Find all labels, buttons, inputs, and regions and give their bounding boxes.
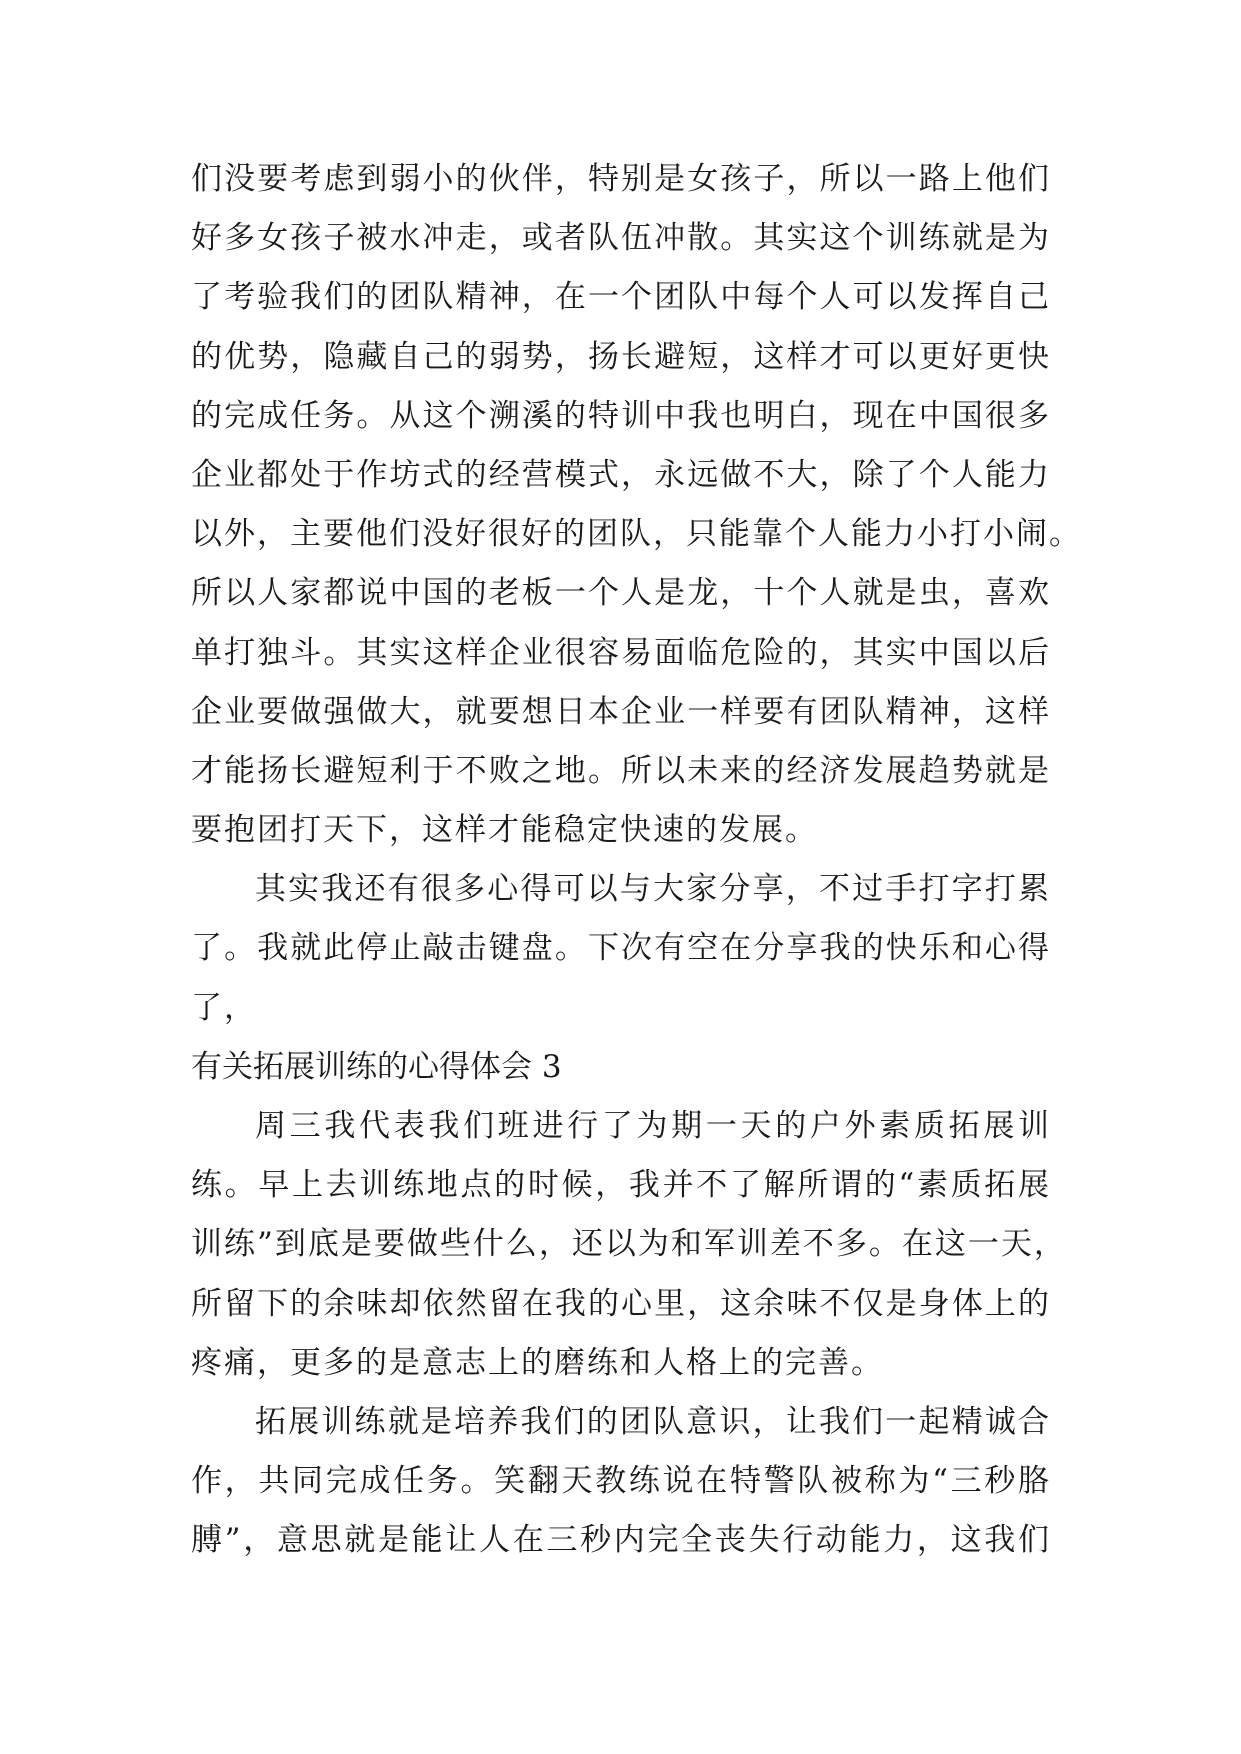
text-line: 了考验我们的团队精神，在一个团队中每个人可以发挥自己 bbox=[191, 279, 1051, 316]
text-line: 疼痛，更多的是意志上的磨练和人格上的完善。 bbox=[191, 1344, 884, 1381]
text-line: 们没要考虑到弱小的伙伴，特别是女孩子，所以一路上他们 bbox=[191, 161, 1051, 197]
text-line: 作，共同完成任务。笑翻天教练说在特警队被称为“三秒胳 bbox=[191, 1463, 1051, 1500]
text-line: 的完成任务。从这个溯溪的特训中我也明白，现在中国很多 bbox=[191, 397, 1051, 434]
text-line: 企业都处于作坊式的经营模式，永远做不大，除了个人能力 bbox=[191, 456, 1051, 493]
text-line: 要抱团打天下，这样才能稳定快速的发展。 bbox=[191, 812, 818, 849]
text-line: 才能扬长避短利于不败之地。所以未来的经济发展趋势就是 bbox=[191, 752, 1051, 789]
text-line: 所留下的余味却依然留在我的心里，这余味不仅是身体上的 bbox=[191, 1285, 1051, 1322]
document-body bbox=[191, 150, 1082, 1571]
text-line: 拓展训练就是培养我们的团队意识，让我们一起精诚合 bbox=[255, 1403, 1051, 1440]
text-line: 以外，主要他们没好很好的团队，只能靠个人能力小打小闹。 bbox=[191, 516, 1082, 553]
paragraph bbox=[191, 1393, 1051, 1571]
text-line: 了， bbox=[191, 989, 257, 1026]
text-line: 了。我就此停止敲击键盘。下次有空在分享我的快乐和心得 bbox=[191, 930, 1051, 967]
text-line: 周三我代表我们班进行了为期一天的户外素质拓展训 bbox=[255, 1108, 1051, 1144]
text-line: 膊”，意思就是能让人在三秒内完全丧失行动能力，这我们 bbox=[191, 1522, 1051, 1559]
heading-text: 有关拓展训练的心得体会 3 bbox=[191, 1048, 562, 1085]
paragraph bbox=[191, 1097, 1067, 1393]
paragraph bbox=[191, 150, 1082, 860]
paragraph bbox=[191, 860, 1051, 1038]
text-line: 训练”到底是要做些什么，还以为和军训差不多。在这一天， bbox=[191, 1226, 1067, 1263]
text-line: 企业要做强做大，就要想日本企业一样要有团队精神，这样 bbox=[191, 693, 1051, 730]
text-line: 练。早上去训练地点的时候，我并不了解所谓的“素质拓展 bbox=[191, 1167, 1051, 1204]
text-line: 所以人家都说中国的老板一个人是龙，十个人就是虫，喜欢 bbox=[191, 575, 1051, 612]
text-line: 好多女孩子被水冲走，或者队伍冲散。其实这个训练就是为 bbox=[191, 220, 1051, 257]
text-line: 其实我还有很多心得可以与大家分享，不过手打字打累 bbox=[255, 871, 1051, 908]
text-line: 单打独斗。其实这样企业很容易面临危险的，其实中国以后 bbox=[191, 634, 1051, 671]
text-line: 的优势，隐藏自己的弱势，扬长避短，这样才可以更好更快 bbox=[191, 338, 1051, 375]
section-heading bbox=[191, 1038, 1051, 1097]
